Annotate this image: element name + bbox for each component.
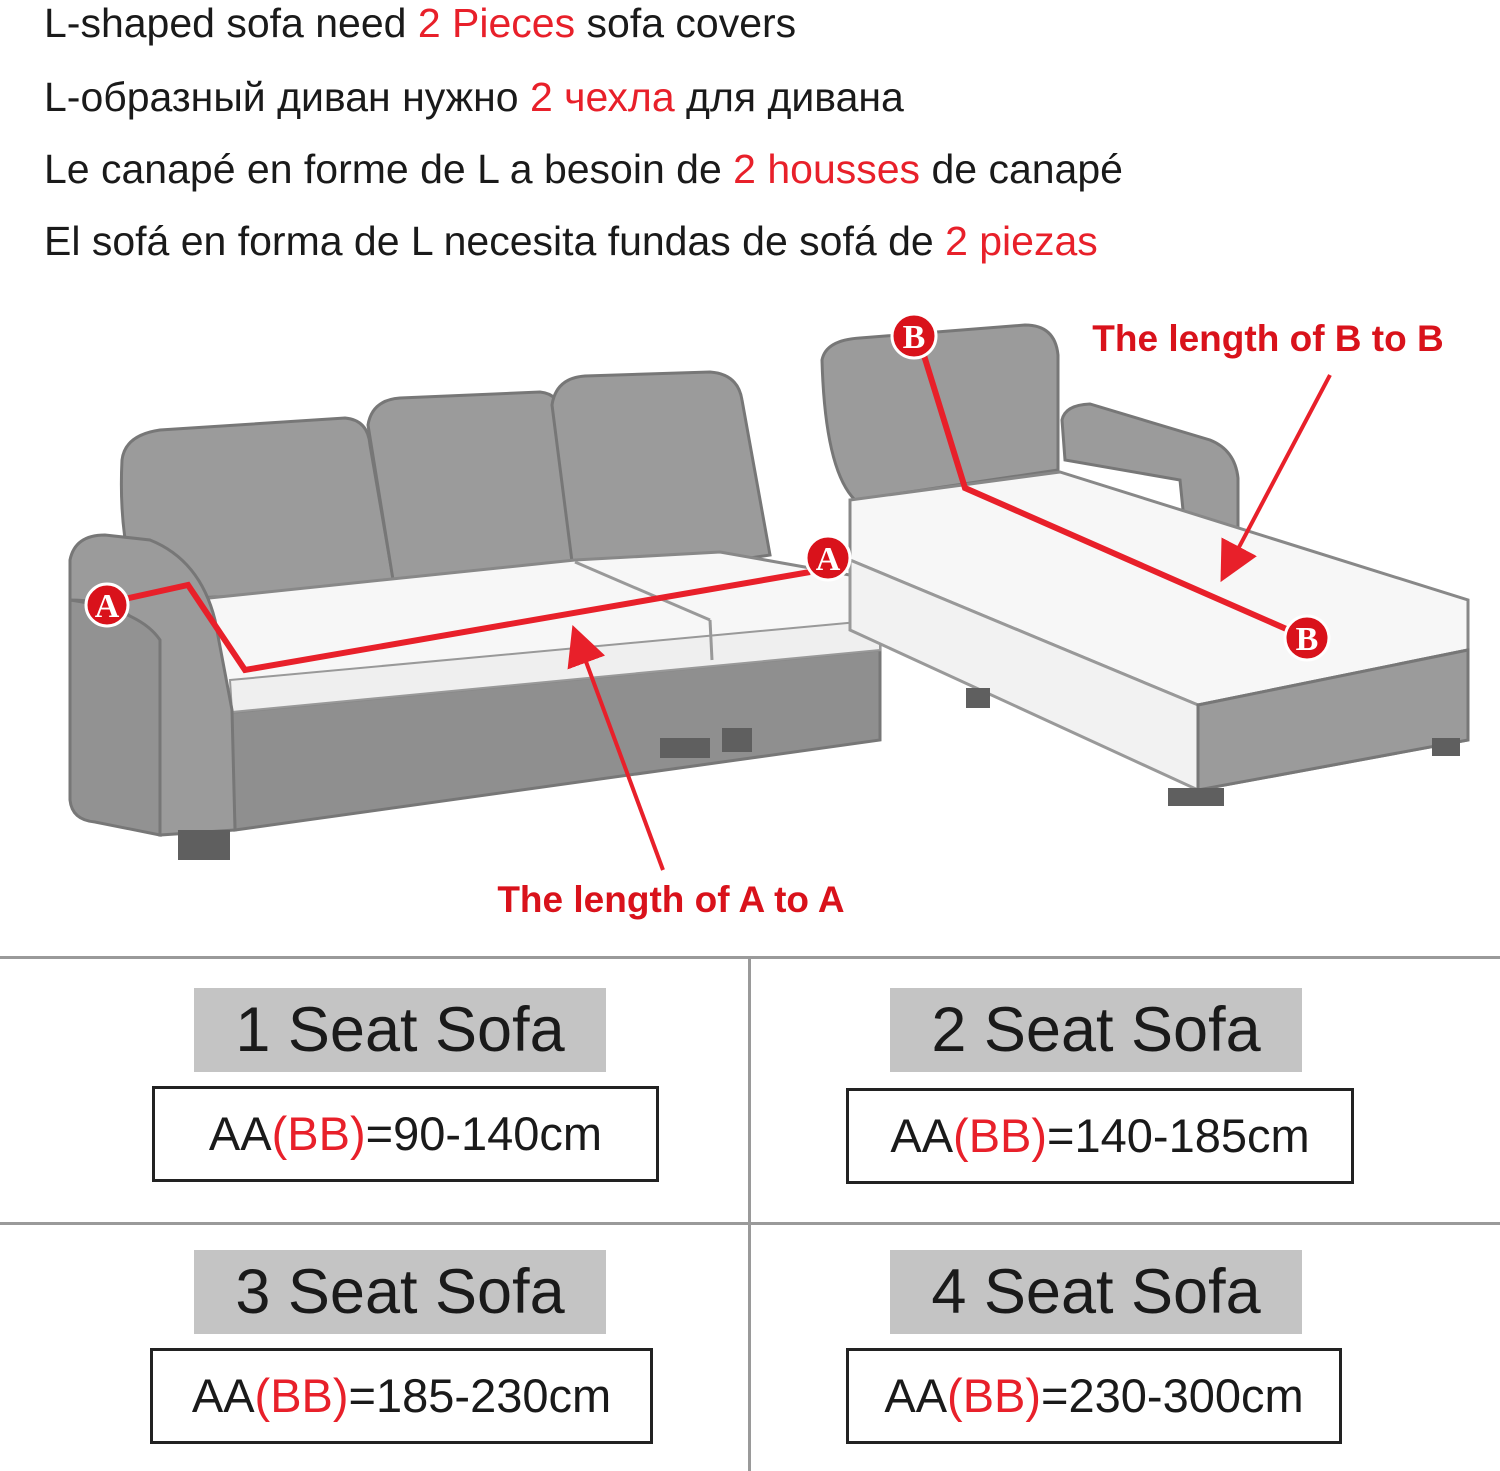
intro-line-russian: L-образный диван нужно 2 чехла для дивана [44,74,904,120]
size-range-2-seat: AA(BB)=140-185cm [846,1088,1354,1184]
marker-b-top [892,314,936,358]
size-range-3-seat: AA(BB)=185-230cm [150,1348,653,1444]
size-title-2-seat: 2 Seat Sofa [890,988,1302,1072]
size-title-4-seat: 4 Seat Sofa [890,1250,1302,1334]
marker-a-right [806,536,850,580]
marker-a-left [86,584,128,626]
intro-line-french: Le canapé en forme de L a besoin de 2 housses de canapé [44,146,1123,192]
intro-line-spanish: El sofá en forma de L necesita fundas de sofá de 2 piezas [44,218,1098,264]
sofa-measurement-diagram [0,290,1500,940]
svg-text:A: A [815,541,841,578]
svg-text:B: B [1295,621,1319,658]
three-seat-sofa-illustration [70,372,880,860]
size-range-4-seat: AA(BB)=230-300cm [846,1348,1342,1444]
size-range-1-seat: AA(BB)=90-140cm [152,1086,659,1182]
intro-line-english: L-shaped sofa need 2 Pieces sofa covers [44,0,797,46]
size-title-1-seat: 1 Seat Sofa [194,988,606,1072]
marker-b-bottom [1285,616,1329,660]
size-title-3-seat: 3 Seat Sofa [194,1250,606,1334]
svg-text:B: B [902,319,926,356]
grid-divider-vertical [748,958,751,1471]
label-a-to-a: The length of A to A [497,879,845,920]
svg-text:A: A [94,588,120,625]
label-b-to-b: The length of B to B [1092,318,1444,359]
